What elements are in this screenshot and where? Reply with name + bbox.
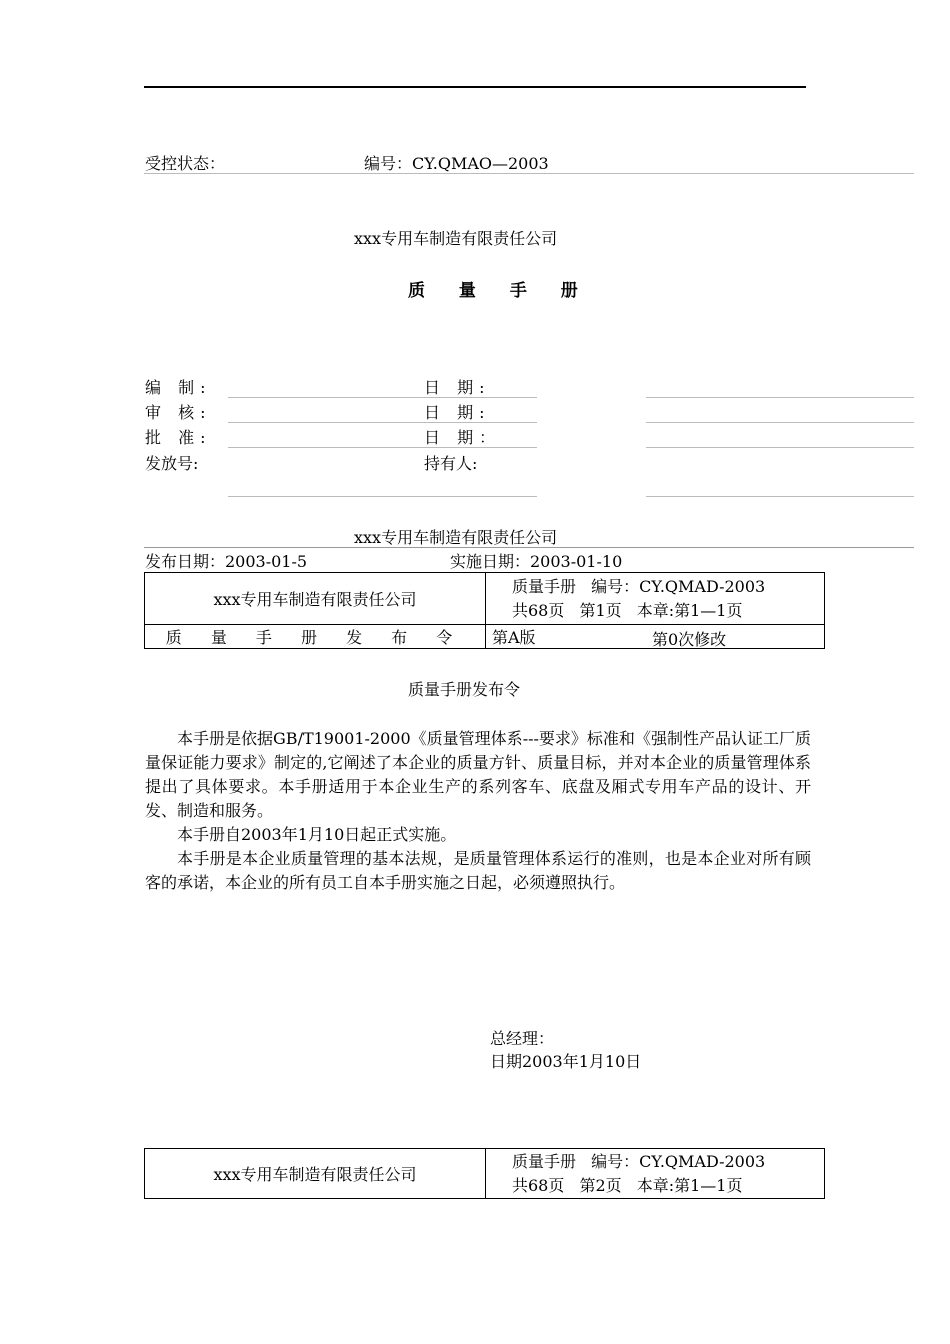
compile-date-label: 日 期: [424, 378, 491, 397]
edition-cell [486, 625, 825, 649]
paragraph: 本手册是依据GB/T19001-2000《质量管理体系---要求》标准和《强制性产品认证工厂质量保证能力要求》制定的,它阐述了本企业的质量方针、质量目标，并对本企业的质量管理体系提出了具体要求。本手册适用于本企业生产的系列客车、底盘及厢式专用车产品的设计、开发、制造和服务。 [145, 729, 811, 820]
top-rule [144, 86, 806, 88]
compile-line[interactable] [228, 397, 537, 398]
holder-label: 持有人: [424, 454, 478, 473]
status-divider [144, 173, 914, 174]
header-company: xxx专用车制造有限责任公司 [145, 1149, 486, 1199]
review-date-line[interactable] [646, 422, 914, 423]
approve-label: 批 准: [145, 428, 212, 447]
doc-number: 编号：CY.QMAO—2003 [364, 154, 549, 173]
edition: 第A版 [492, 628, 536, 647]
header-company: xxx专用车制造有限责任公司 [145, 573, 486, 625]
compile-label: 编 制: [145, 378, 212, 397]
approve-date-line[interactable] [646, 447, 914, 448]
paragraph: 本手册自2003年1月10日起正式实施。 [177, 825, 457, 844]
footer-company: xxx专用车制造有限责任公司 [354, 528, 558, 547]
control-status-label: 受控状态： [145, 154, 226, 173]
issue-no-label: 发放号: [145, 454, 199, 473]
sign-date: 日期2003年1月10日 [490, 1052, 642, 1071]
release-order-heading: 质量手册发布令 [408, 680, 521, 699]
revision: 第0次修改 [652, 630, 727, 649]
header-manual-line: 质量手册 编号：CY.QMAD-2003 [512, 576, 766, 596]
release-order-body [145, 727, 811, 895]
section-title: 质 量 手 册 发 布 令 [145, 625, 486, 649]
footer-divider [144, 547, 914, 548]
review-label: 审 核: [145, 403, 212, 422]
page-header-table-2 [144, 1148, 825, 1199]
header-info [486, 1149, 825, 1199]
header-info [486, 573, 825, 625]
approve-date-label: 日 期： [424, 428, 502, 447]
page-header-table-1 [144, 572, 825, 649]
issue-no-line[interactable] [228, 496, 537, 497]
paragraph: 本手册是本企业质量管理的基本法规，是质量管理体系运行的准则，也是本企业对所有顾客的承诺，本企业的所有员工自本手册实施之日起，必须遵照执行。 [145, 849, 811, 892]
header-page-line: 共68页 第2页 本章:第1—1页 [512, 1175, 743, 1195]
release-date: 发布日期：2003-01-5 [145, 552, 308, 571]
company-name: xxx专用车制造有限责任公司 [354, 229, 558, 248]
signer-label: 总经理： [490, 1029, 555, 1048]
review-line[interactable] [228, 422, 537, 423]
approve-line[interactable] [228, 447, 537, 448]
holder-line[interactable] [646, 496, 914, 497]
header-manual-line: 质量手册 编号：CY.QMAD-2003 [512, 1151, 766, 1171]
manual-title: 质 量 手 册 [408, 281, 592, 301]
effective-date: 实施日期：2003-01-10 [450, 552, 623, 571]
header-page-line: 共68页 第1页 本章:第1—1页 [512, 600, 743, 620]
review-date-label: 日 期: [424, 403, 491, 422]
compile-date-line[interactable] [646, 397, 914, 398]
